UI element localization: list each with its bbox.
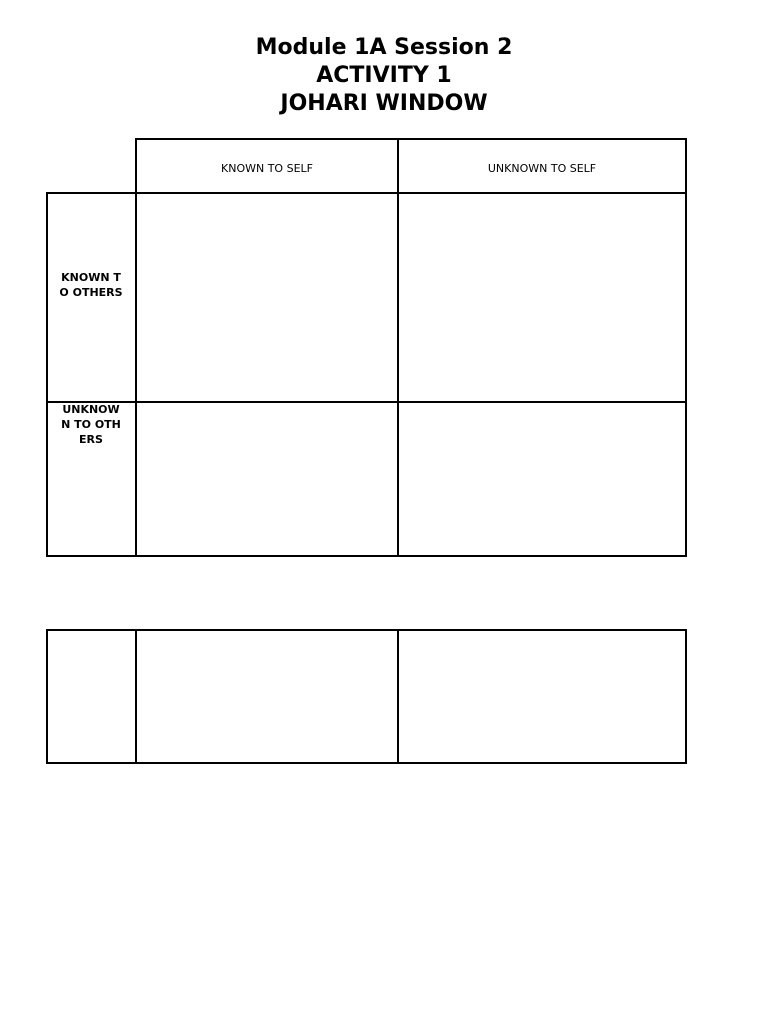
table-border-bottom <box>46 555 687 557</box>
blank-table-border-right <box>685 629 687 764</box>
row-header-known-to-others: KNOWN TO OTHERS <box>59 271 123 299</box>
blank-cell-right[interactable] <box>399 631 685 762</box>
page-title <box>0 34 768 118</box>
blank-cell-label[interactable] <box>48 631 135 762</box>
title-module: Module 1A Session 2 <box>255 35 513 60</box>
table-border-right <box>685 138 687 557</box>
quadrant-unknown-area[interactable] <box>399 403 685 555</box>
column-header-unknown-to-self: UNKNOWN TO SELF <box>487 162 597 175</box>
title-johari-window: JOHARI WINDOW <box>280 91 488 116</box>
blank-table-border-bottom <box>46 762 687 764</box>
column-header-known-to-self: KNOWN TO SELF <box>221 162 313 175</box>
table-border-left <box>46 192 48 557</box>
row-header-unknown-to-others: UNKNOWN TO OTHERS <box>61 403 121 446</box>
title-activity: ACTIVITY 1 <box>316 63 452 88</box>
quadrant-hidden-area[interactable] <box>137 403 397 555</box>
quadrant-open-area[interactable] <box>137 194 397 401</box>
quadrant-blind-area[interactable] <box>399 194 685 401</box>
table-border-top <box>136 138 687 140</box>
blank-cell-left[interactable] <box>137 631 397 762</box>
